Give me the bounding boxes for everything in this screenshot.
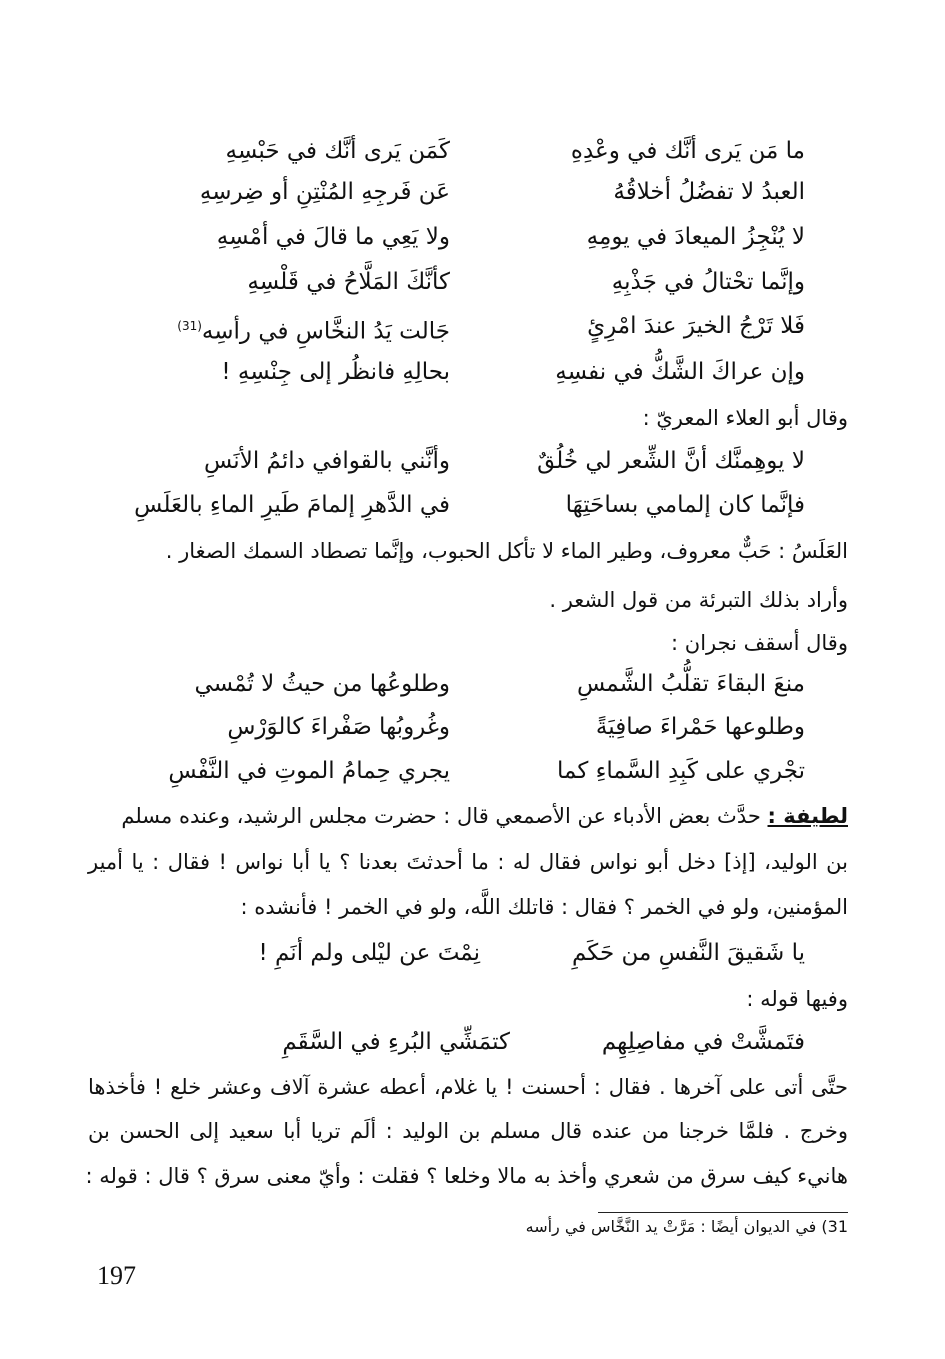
verse-first-hemistich: فإنَّما كان إلمامي بساحَتِهَا <box>565 492 805 518</box>
prose-line: هانيء كيف سرق من شعري وأخذ به مالا وخلعا ؟ فقلت : وأيّ معنى سرق ؟ قال : قوله : <box>85 1164 848 1188</box>
verse-first-hemistich: لا يوهِمنَّك أنَّ الشِّعر لي خُلُقٌ <box>537 448 805 474</box>
verse-line <box>135 751 805 791</box>
verse-second-hemistich: وأنَّني بالقوافي دائمُ الأنَسِ <box>203 448 450 474</box>
verse-second-hemistich: بحالِهِ فانظُر إلى جِنْسِهِ ! <box>221 359 450 385</box>
prose-line: وأراد بذلك التبرئة من قول الشعر . <box>549 588 848 612</box>
prose-line: بن الوليد، [إذ] دخل أبو نواس فقال له : ما أحدثتَ بعدنا ؟ يا أبا نواس ! فقال : يا أمير <box>88 850 848 874</box>
prose-line: العَلَسُ : حَبٌّ معروف، وطير الماء لا تأكل الحبوب، وإنَّما تصطاد السمك الصغار . <box>165 539 848 563</box>
verse-line <box>135 131 805 171</box>
verse-second-hemistich: وطلوعُها من حيثُ لا تُمْسي <box>194 671 450 697</box>
verse-line <box>115 485 805 525</box>
footnote-marker: (31) <box>177 319 202 333</box>
verse-line <box>135 172 805 212</box>
verse-first-hemistich: وطلوعها حَمْراءَ صافِيَةً <box>595 714 805 740</box>
verse-second-hemistich: في الدَّهرِ إلمامَ طَيرِ الماءِ بالعَلَسِ <box>134 492 450 518</box>
verse-first-hemistich: العبدُ لا تفضُلُ أخلاقُهُ <box>613 179 805 205</box>
verse-line <box>135 352 805 392</box>
intro-line: وقال أسقف نجران : <box>671 631 848 655</box>
footnote: 31) في الديوان أيضًا : مَرَّتْ يد النَّخَّاس في رأسه <box>525 1217 848 1236</box>
verse-second-hemistich: ولا يَعِي ما قالَ في أمْسِهِ <box>216 224 450 250</box>
verse-line <box>135 933 805 973</box>
verse-first-hemistich: يا شَقيقَ النَّفسِ من حَكَمِ <box>571 940 805 966</box>
verse-second-hemistich: وغُروبُها صَفْراءَ كالوَرْسِ <box>227 714 450 740</box>
verse-second-hemistich: كَمَن يَرى أنَّك في حَبْسِهِ <box>225 138 450 164</box>
prose-line: المؤمنين، ولو في الخمر ؟ فقال : قاتلك اللَّه، ولو في الخمر ! فأنشده : <box>240 895 848 919</box>
verse-first-hemistich: ما مَن يَرى أنَّك في وعْدِهِ <box>570 138 805 164</box>
verse-first-hemistich: فَلا تَرْجُ الخيرَ عندَ امْرِئٍ <box>587 313 805 339</box>
intro-line: وقال أبو العلاء المعريّ : <box>642 406 848 430</box>
latifa-label: لطيفة : <box>767 804 848 828</box>
prose-line <box>88 796 848 836</box>
verse-second-hemistich: كأنَّكَ المَلَّاحُ في قَلْسِهِ <box>247 269 450 295</box>
latifa-text: حدَّث بعض الأدباء عن الأصمعي قال : حضرت مجلس الرشيد، وعنده مسلم <box>121 804 761 828</box>
verse-second-hemistich: نِمْتَ عن ليْلى ولم أنَمِ ! <box>258 940 480 966</box>
verse-line <box>135 707 805 747</box>
verse-first-hemistich: منعَ البقاءَ تقلُّبُ الشَّمسِ <box>576 671 805 697</box>
verse-second-hemistich: يجري حِمامُ الموتِ في النَّفْسِ <box>168 758 450 784</box>
verse-second-hemistich: كتمَشِّي البُرءِ في السَّقَمِ <box>282 1029 510 1055</box>
verse-second-hemistich: عَن فَرجِهِ المُنْتِنِ أو ضِرسِهِ <box>199 179 450 205</box>
verse-line <box>135 217 805 257</box>
verse-text: جَالت يَدُ النخَّاسِ في رأسِه <box>201 318 450 345</box>
verse-line <box>135 664 805 704</box>
page-number: 197 <box>97 1261 136 1290</box>
verse-first-hemistich: فتَمشَّتْ في مفاصِلِهِم <box>601 1029 805 1055</box>
intro-line: وفيها قوله : <box>746 987 848 1011</box>
prose-line: وخرج . فلمَّا خرجنا من عنده قال مسلم بن الوليد : ألَم تريا أبا سعيد إلى الحسن بن <box>88 1119 848 1143</box>
verse-second-hemistich <box>177 306 450 352</box>
verse-line <box>135 262 805 302</box>
verse-first-hemistich: وإن عراكَ الشَّكُّ في نفسِهِ <box>555 359 805 385</box>
verse-first-hemistich: وإنَّما تحْتالُ في جَذْبِهِ <box>611 269 805 295</box>
verse-line <box>135 306 805 346</box>
prose-line: حتَّى أتى على آخرها . فقال : أحسنت ! يا غلام، أعطه عشرة آلاف وعشر خلع ! فأخذها <box>88 1075 848 1099</box>
verse-first-hemistich: لا يُنْجِزُ الميعادَ في يومِهِ <box>586 224 805 250</box>
verse-line <box>115 441 805 481</box>
verse-first-hemistich: تجْري على كَبِدِ السَّماءِ كما <box>557 758 805 784</box>
verse-line <box>135 1022 805 1062</box>
